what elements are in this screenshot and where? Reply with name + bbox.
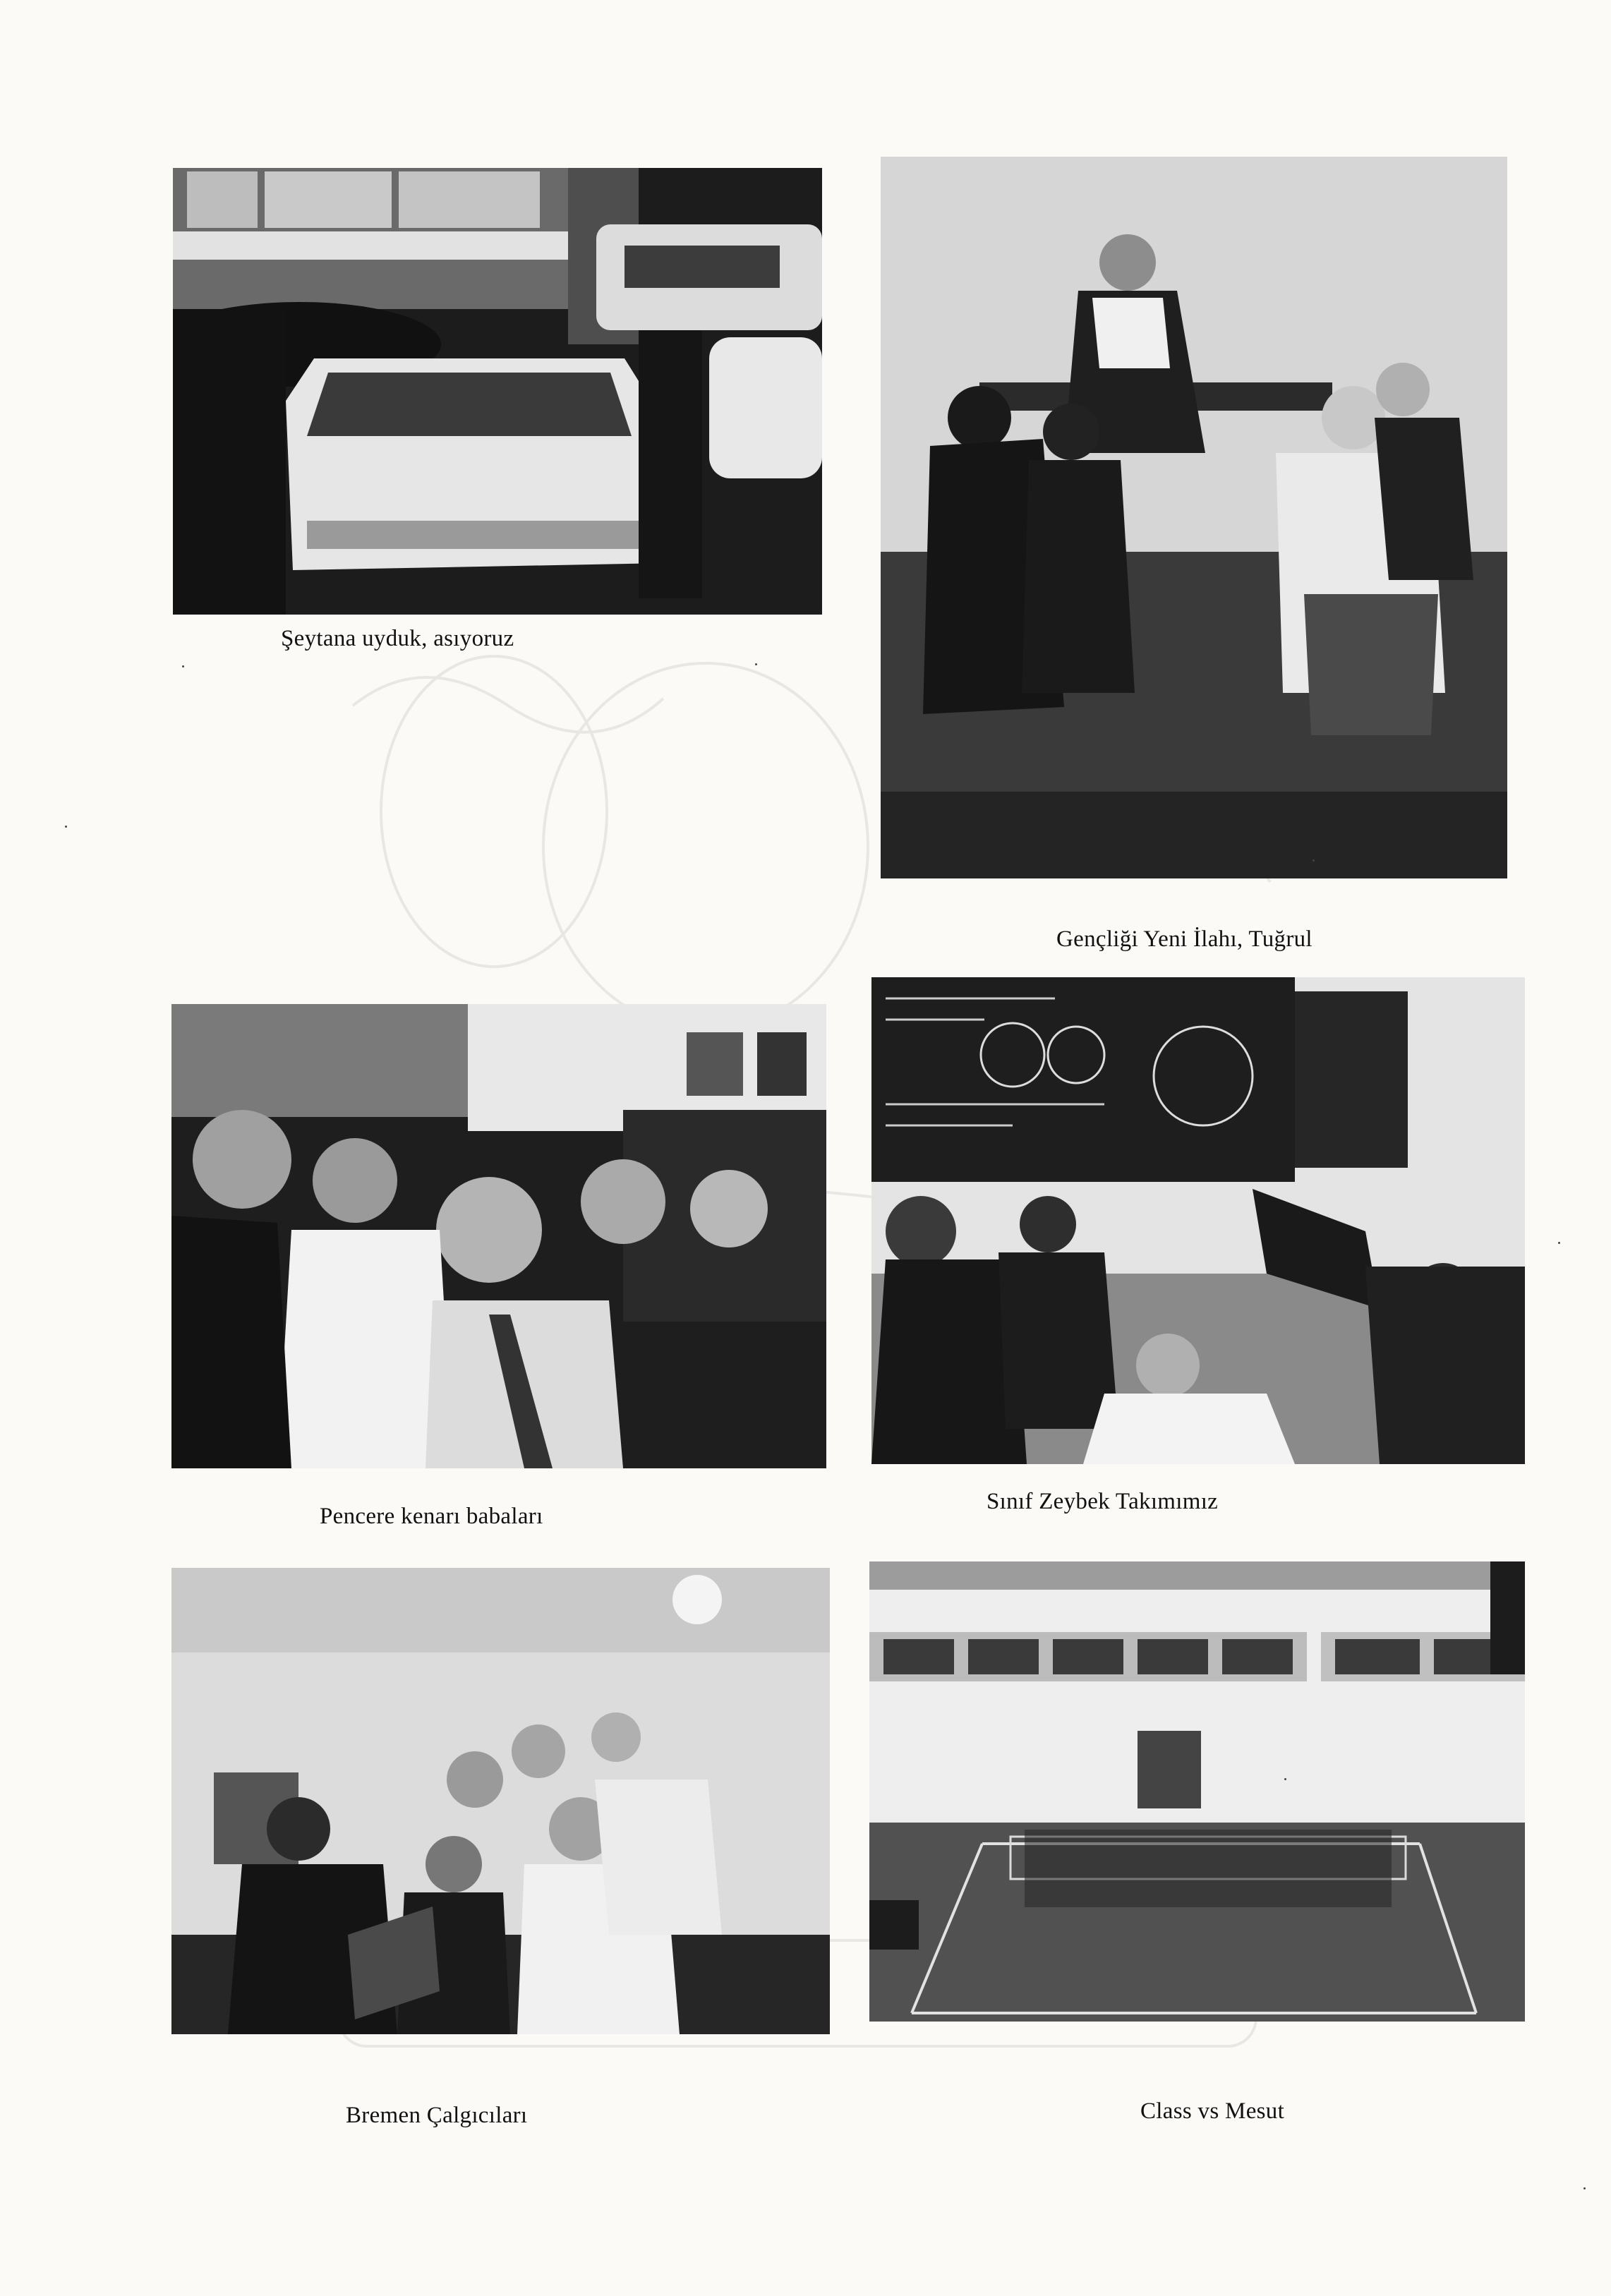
photo-2-caption: Gençliği Yeni İlahı, Tuğrul [1056,926,1313,952]
classroom-group-photo [171,1004,826,1468]
student-lifted-photo [881,157,1507,878]
schoolyard-photo [869,1561,1525,2022]
speck [1583,2187,1586,2189]
photo-3-caption: Pencere kenarı babaları [320,1504,543,1529]
speck [1558,1242,1560,1244]
photo-4-caption: Sınıf Zeybek Takımımız [986,1489,1219,1514]
photo-1-caption: Şeytana uyduk, asıyoruz [281,626,514,651]
speck [1284,1778,1286,1780]
speck [755,663,757,665]
speck [182,665,184,667]
speck [65,826,67,828]
musicians-photo [171,1568,830,2034]
zeybek-dance-photo [871,977,1525,1464]
speck [1313,859,1315,862]
photo-6-caption: Class vs Mesut [1140,2098,1285,2124]
car-and-crowd-photo [173,168,822,615]
photo-5-caption: Bremen Çalgıcıları [346,2103,528,2128]
